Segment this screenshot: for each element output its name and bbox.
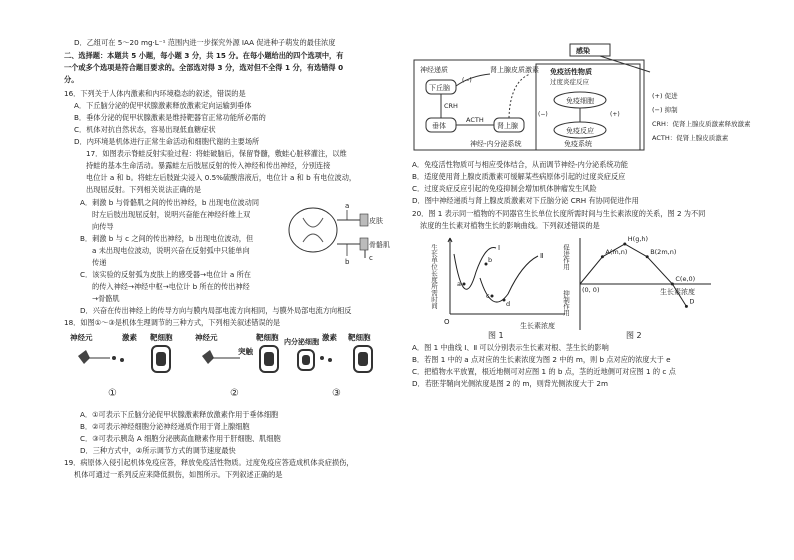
fig2-point <box>685 305 688 308</box>
q17-stem-1: 17．如图表示脊蛙反射实验过程：将蛙破脑后，保留脊髓，敷蛙心脏移灌注，以维 <box>86 149 347 158</box>
pituitary-label: 垂体 <box>432 122 446 130</box>
fig-label-b: b <box>345 258 350 266</box>
q16-stem: 16．下列关于人体内激素和内环境稳态的叙述，错误的是 <box>64 89 246 98</box>
fig2-point-label: B(2m,n) <box>650 247 677 256</box>
fig2-ylabel-top: 促进作用 <box>562 244 570 270</box>
q17-option-b-2: a 未出现电位波动，说明兴奋在反射弧中只能单向 <box>92 246 250 255</box>
fig-label: 靶细胞 <box>150 333 173 342</box>
fig2-origin: (0, 0) <box>582 286 600 294</box>
immune-response-label: 免疫反应 <box>566 127 594 135</box>
legend-crh: CRH：促肾上腺皮质激素释放激素 <box>652 120 751 128</box>
point-a-label: a <box>457 280 461 288</box>
q20-option-d: D．若胚芽鞘向光侧浓度是图 2 的 m，则背光侧浓度大于 2m <box>412 379 608 388</box>
fig-number: ③ <box>332 388 341 399</box>
point-c <box>491 295 494 298</box>
neurotransmitter-label: 神经递质 <box>420 66 448 74</box>
legend-acth: ACTH：促肾上腺皮质激素 <box>652 134 729 142</box>
regulation-figure <box>70 330 390 402</box>
q18-option-a: A．①可表示下丘脑分泌促甲状腺激素释放激素作用于垂体细胞 <box>80 410 279 419</box>
point-a <box>463 283 466 286</box>
point-d-label: d <box>506 300 511 308</box>
q16-option-d: D．内环境是机体进行正常生命活动和细胞代谢的主要场所 <box>74 137 260 146</box>
q17-option-d: D．兴奋在传出神经上的传导方向与膜内局部电流方向相同，与膜外局部电流方向相反 <box>80 306 352 315</box>
point-c-label: c <box>486 292 490 300</box>
immune-cell-label: 免疫细胞 <box>566 97 594 105</box>
fig-label: 突触 <box>238 347 253 356</box>
immune-active-label: 免疫活性物质 <box>550 68 592 76</box>
hormone-label: 肾上腺皮质激素 <box>490 66 539 74</box>
series-I-label: Ⅰ <box>498 244 501 252</box>
q19-stem-2: 机体可通过一系列反应来降低损伤，如图所示。下列叙述正确的是 <box>74 470 283 479</box>
plus-sign: (+) <box>610 111 620 118</box>
q15-option-d: D．乙组可在 5～20 mg·L⁻¹ 范围内进一步探究外源 IAA 促进种子萌发的最佳浓度 <box>74 38 336 47</box>
minus-sign: (−) <box>462 77 472 84</box>
fig2-point-label: C(e,0) <box>675 275 696 283</box>
fig2-point <box>671 283 674 286</box>
q17-stem-4: 出现屈反射。下列相关说法正确的是 <box>86 185 202 194</box>
q19-option-c: C．过度炎症反应引起的免疫抑制会增加机体肿瘤发生风险 <box>412 184 597 193</box>
q16-option-b: B．垂体分泌的促甲状腺激素是维持靶器官正常功能所必需的 <box>74 113 266 122</box>
reflex-arc-figure <box>285 196 390 274</box>
figure-2-chart <box>562 234 716 340</box>
legend-minus: (−) 抑制 <box>652 106 678 114</box>
fig-label-c: c <box>369 254 373 262</box>
fig1-ylabel: 生长单位长度所需时间 <box>430 244 438 309</box>
section2-title-3: 分。 <box>64 75 79 84</box>
fig-label: 靶细胞 <box>348 333 371 342</box>
q18-option-b: B．②可表示神经细胞分泌神经递质作用于肾上腺细胞 <box>80 422 250 431</box>
legend-plus: (+) 促进 <box>652 92 678 100</box>
fig-label: 激素 <box>122 333 137 342</box>
fig2-point-label: A(m,n) <box>605 247 628 256</box>
q19-option-b: B．适度使用肾上腺皮质激素可缓解某些病原体引起的过度炎症反应 <box>412 172 626 181</box>
q20-option-c: C．把植物水平放置，根近地侧可对应图 1 的 b 点，茎的近地侧可对应图 1 的 c 点 <box>412 367 676 376</box>
series-II-label: Ⅱ <box>540 252 544 260</box>
infection-label: 感染 <box>576 47 590 55</box>
q17-option-a-2: 时左后肢出现屈反射，说明兴奋能在神经纤维上双 <box>92 210 251 219</box>
fig2-point-label: H(g,h) <box>627 235 649 243</box>
fig1-xlabel: 生长素浓度 <box>520 322 555 330</box>
fig2-point <box>646 255 649 258</box>
section2-title-1: 二、选择题：本题共 5 小题，每小题 3 分，共 15 分。在每小题给出的四个选项中，有 <box>64 51 344 60</box>
q17-stem-3: 电位计 a 和 b。将蛙左后肢趾尖浸入 0.5%硫酸溶液后，电位计 a 和 b 有电位波动， <box>86 173 357 182</box>
fig1-origin: O <box>444 318 450 326</box>
fig2-ylabel-bottom: 抑制作用 <box>562 290 570 316</box>
acth-label: ACTH <box>466 116 484 124</box>
immune-system-title: 免疫系统 <box>564 140 592 148</box>
q19-stem-1: 19．病原体入侵引起机体免疫应答，释放免疫活性物质。过度免疫应答造成机体炎症损伤， <box>64 458 354 467</box>
minus-sign: (−) <box>538 111 548 118</box>
fig-number: ② <box>230 388 239 399</box>
fig-label: 内分泌细胞 <box>284 338 319 346</box>
q18-option-c: C．③可表示胰岛 A 细胞分泌胰高血糖素作用于肝细胞、肌细胞 <box>80 434 281 443</box>
q19-option-a: A．免疫活性物质可与相应受体结合，从而调节神经-内分泌系统功能 <box>412 160 628 169</box>
fig-number: ① <box>108 388 117 399</box>
fig-label-skin: 皮肤 <box>369 217 383 225</box>
fig2-point <box>623 243 626 246</box>
excess-inflammation-label: 过度炎症反应 <box>550 78 589 86</box>
fig-label-a: a <box>345 202 350 210</box>
fig-label: 激素 <box>322 333 337 342</box>
adrenal-label: 肾上腺 <box>497 122 518 130</box>
fig-label: 靶细胞 <box>256 333 279 342</box>
fig2-xlabel: 生长素浓度 <box>660 288 695 296</box>
fig2-point-label: D <box>689 297 695 306</box>
q17-option-b-3: 传递 <box>92 258 107 267</box>
fig-label-muscle: 骨骼肌 <box>369 241 390 249</box>
figure-1-chart <box>430 234 570 340</box>
neuro-system-title: 神经-内分泌系统 <box>470 140 522 148</box>
q17-option-c-3: →骨骼肌 <box>92 294 120 303</box>
crh-label: CRH <box>444 102 458 110</box>
hypothalamus-label: 下丘脑 <box>429 84 450 92</box>
q17-option-b-1: B．刺激 b 与 c 之间的传出神经，b 出现电位波动，但 <box>80 234 254 243</box>
q20-stem-2: 浓度的生长素对植物生长的影响曲线。下列叙述错误的是 <box>420 221 600 230</box>
point-b-label: b <box>488 256 493 264</box>
q17-option-c-1: C．该实验的反射弧为皮肤上的感受器→电位计 a 所在 <box>80 270 251 279</box>
q19-option-d: D．图中神经递质与肾上腺皮质激素对下丘脑分泌 CRH 有协同促进作用 <box>412 196 639 205</box>
q17-option-a-3: 向传导 <box>92 222 114 231</box>
q17-stem-2: 持蛙的基本生命活动。暴露蛙左后肢屈反射的传入神经和传出神经，分别连接 <box>86 161 331 170</box>
section2-title-2: 一个或多个选项是符合题目要求的。全部选对得 3 分，选对但不全得 1 分，有选错得 0 <box>64 63 344 72</box>
q17-option-c-2: 的传入神经→神经中枢→电位计 b 所在的传出神经 <box>92 282 250 291</box>
q18-stem: 18．如图①～③是机体生理调节的三种方式，下列相关叙述错误的是 <box>64 318 281 327</box>
q17-option-a-1: A．刺激 b 与骨骼肌之间的传出神经，b 出现电位波动同 <box>80 198 260 207</box>
fig2-title: 图 2 <box>626 331 642 340</box>
q16-option-a: A．下丘脑分泌的促甲状腺激素释放激素定向运输到垂体 <box>74 101 252 110</box>
q20-option-b: B．若图 1 中的 a 点对应的生长素浓度为图 2 中的 m，则 b 点对应的浓度大于 e <box>412 355 671 364</box>
immune-neuro-figure <box>410 42 790 154</box>
fig-label: 神经元 <box>70 333 93 342</box>
q18-option-d: D．三种方式中，②所示调节方式的调节速度最快 <box>80 446 236 455</box>
q16-option-c: C．机体对抗自然状态，容易出现低血糖症状 <box>74 125 216 134</box>
fig1-title: 图 1 <box>488 331 504 340</box>
q20-option-a: A．图 1 中曲线 Ⅰ、Ⅱ 可以分别表示生长素对根、茎生长的影响 <box>412 343 609 352</box>
fig-label: 神经元 <box>195 333 218 342</box>
q20-stem-1: 20．图 1 表示同一植物的不同器官生长单位长度所需时间与生长素浓度的关系，图 2 为不同 <box>412 209 706 218</box>
fig2-point <box>601 255 604 258</box>
